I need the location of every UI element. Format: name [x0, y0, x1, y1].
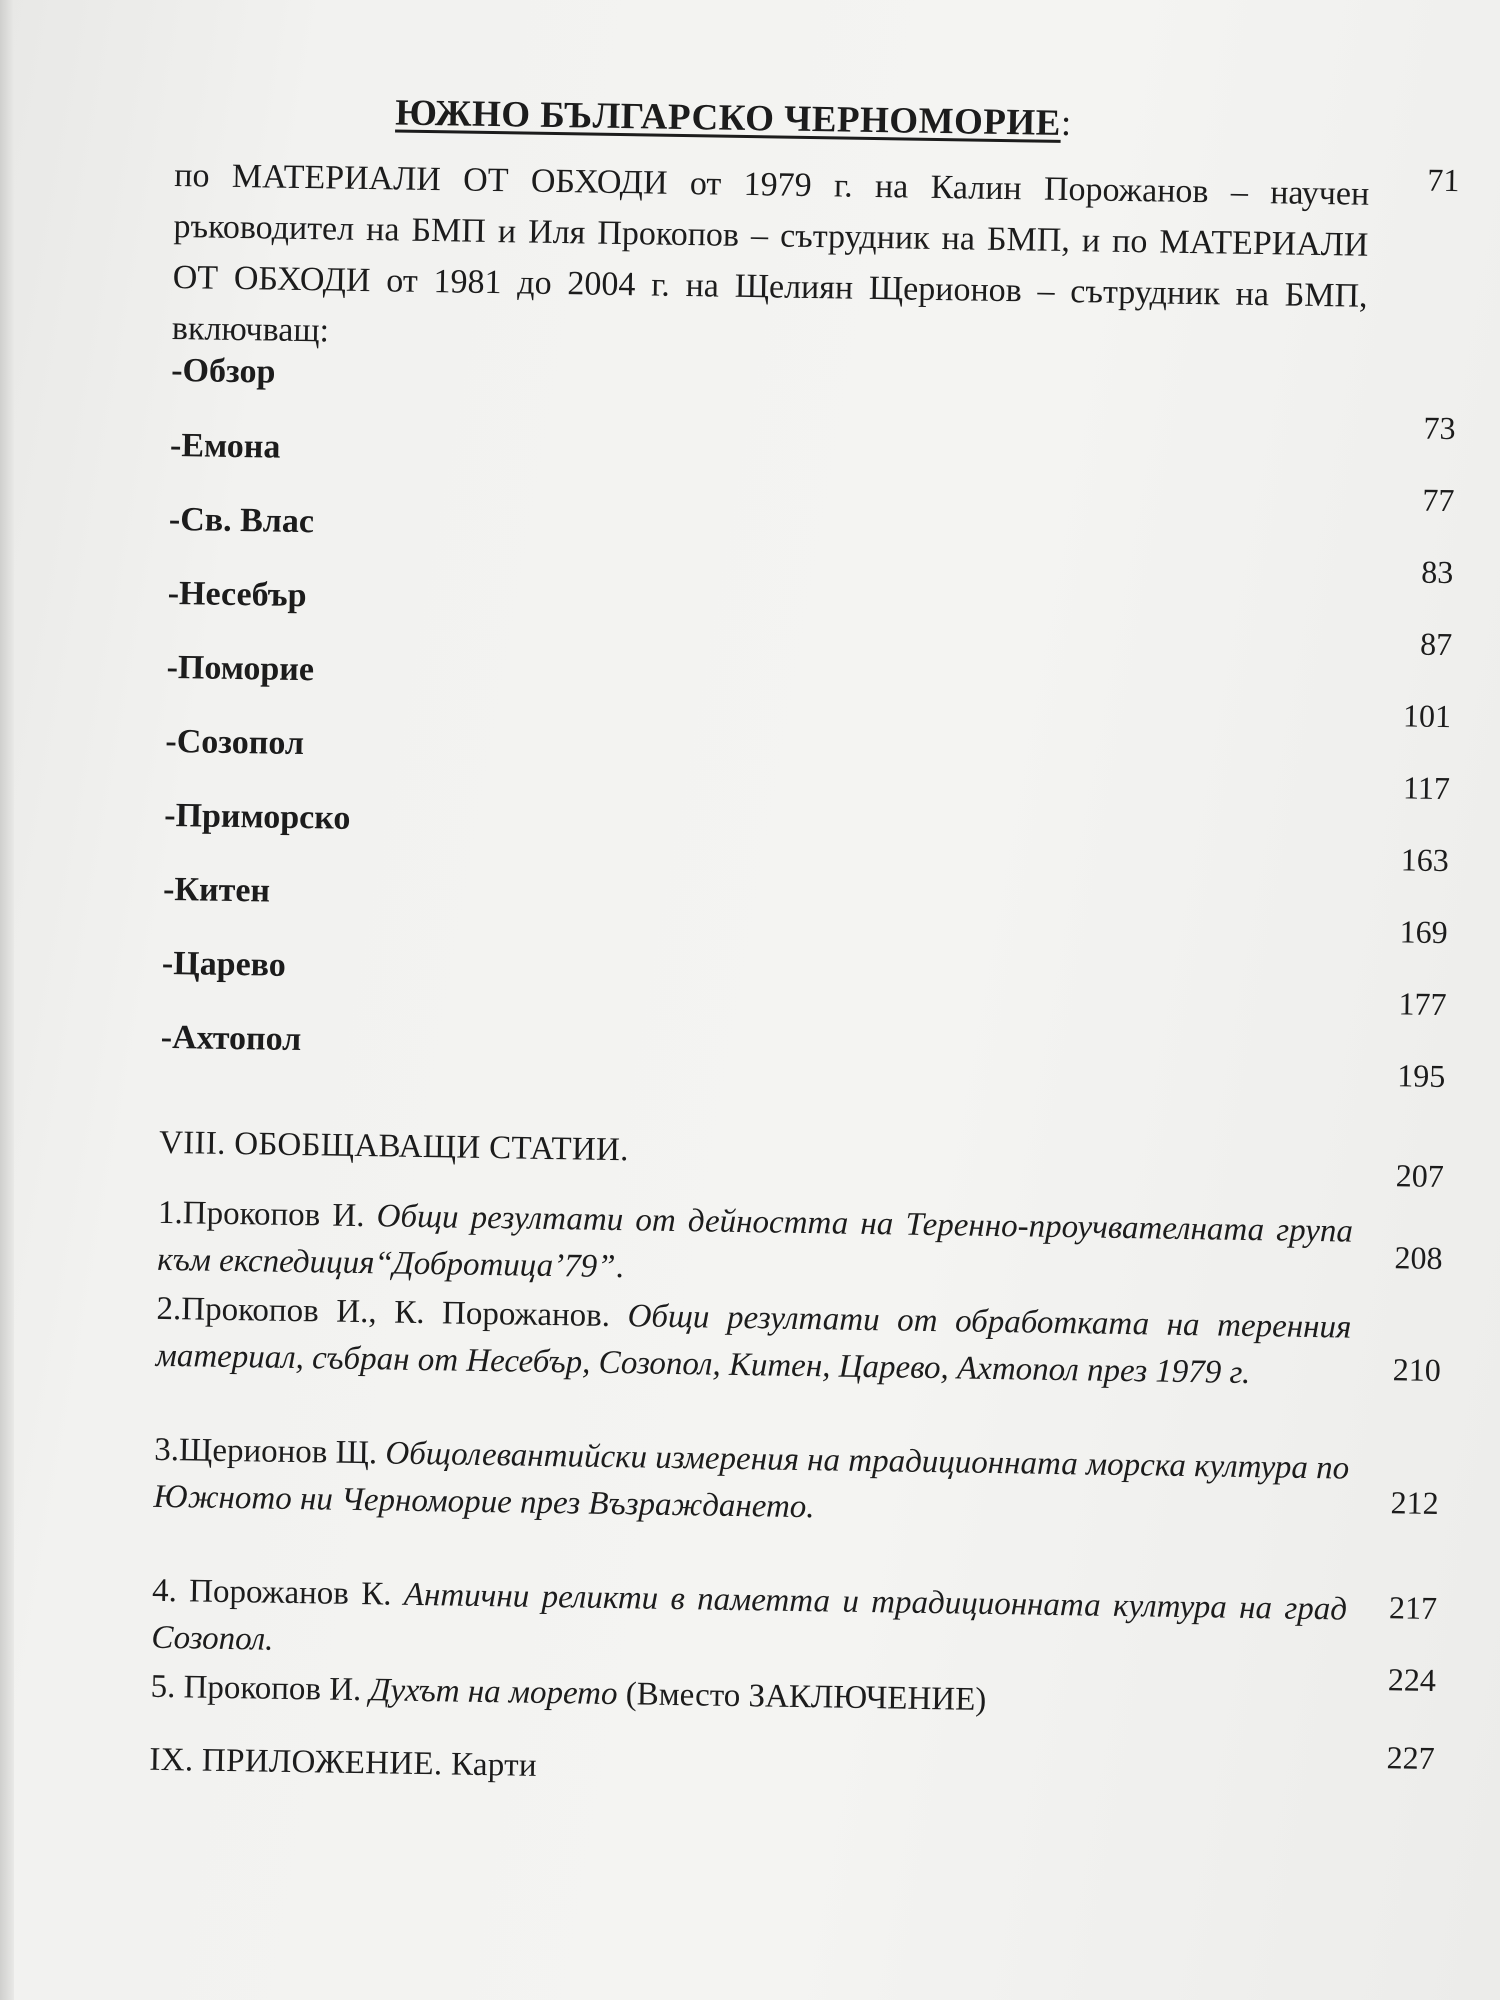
- page-number: 217: [1388, 1589, 1438, 1626]
- article-suffix: (Вместо ЗАКЛЮЧЕНИЕ): [617, 1676, 987, 1718]
- article-suffix: .: [615, 1249, 625, 1286]
- place-item: -Созопол: [165, 722, 305, 763]
- toc-page: [149, 70, 1461, 1784]
- place-item: -Китен: [162, 870, 271, 910]
- page-number: 195: [1397, 1057, 1446, 1095]
- place-item: -Несебър: [167, 574, 307, 615]
- page-number: 212: [1390, 1484, 1439, 1522]
- page-number: 77: [1422, 481, 1455, 519]
- article-author: 2.Прокопов И., К. Порожанов.: [156, 1290, 628, 1335]
- place-item: -Ахтопол: [160, 1018, 302, 1059]
- intro-paragraph: по МАТЕРИАЛИ ОТ ОБХОДИ от 1979 г. на Калин Порожанов – научен ръководител на БМП и Иля Прокопов – сътрудник на БМП, и по МАТЕРИАЛИ ОТ ОБХОДИ от 1981 до 2004 г. на Щелиян Щерионов – сътрудник на БМП, включващ:: [171, 156, 1370, 350]
- page-number: 227: [1386, 1739, 1435, 1776]
- article-entry: [151, 1568, 1347, 1681]
- article-entry: [153, 1427, 1349, 1540]
- section-title: VIII. ОБОБЩАВАЩИ СТАТИИ.: [158, 1124, 629, 1169]
- page-number: 71: [1427, 161, 1460, 199]
- section-title: IX. ПРИЛОЖЕНИЕ. Карти: [149, 1741, 538, 1784]
- page-number: 163: [1400, 841, 1450, 879]
- heading-colon: :: [1060, 102, 1072, 145]
- place-item: -Приморско: [163, 796, 351, 837]
- page-edge: [0, 0, 14, 2000]
- place-item: -Поморие: [166, 648, 315, 689]
- place-item: -Обзор: [170, 351, 276, 391]
- page-number: 83: [1420, 553, 1454, 591]
- article-author: 4. Порожанов К.: [151, 1572, 405, 1613]
- article-title: Общи резултати от дейността на Теренно-проучвателната група към експедиция“Добротица’79”: [157, 1198, 1354, 1286]
- section-heading: [395, 91, 1072, 145]
- article-author: 3.Щерионов Щ.: [154, 1431, 386, 1472]
- article-title: Духът на морето: [369, 1672, 618, 1713]
- page-number: 177: [1398, 985, 1447, 1023]
- page-number: 73: [1423, 409, 1456, 447]
- page-number: 210: [1392, 1351, 1442, 1389]
- article-author: 1.Прокопов И.: [157, 1194, 377, 1235]
- page-number: 117: [1402, 769, 1451, 807]
- article-entry: [157, 1190, 1353, 1303]
- article-title: Антични реликти в паметта и традиционната култура на град Созопол.: [151, 1576, 1348, 1658]
- article-title: Общи резултати от обработката на теренния материал, събран от Несебър, Созопол, Китен, Царево, Ахтопол през 1979 г.: [155, 1298, 1352, 1392]
- article-author: 5. Прокопов И.: [150, 1668, 370, 1709]
- heading-title: ЮЖНО БЪЛГАРСКО ЧЕРНОМОРИЕ: [395, 92, 1062, 144]
- article-entry: [155, 1286, 1351, 1399]
- page-number: 101: [1402, 697, 1452, 735]
- page-number: 87: [1419, 625, 1453, 663]
- place-item: -Емона: [169, 426, 281, 466]
- place-item: -Св. Влас: [168, 500, 315, 541]
- page-number: 207: [1395, 1157, 1445, 1195]
- page-number: 224: [1387, 1661, 1437, 1698]
- place-item: -Царево: [161, 944, 287, 984]
- page-number: 169: [1399, 913, 1448, 951]
- page-number: 208: [1394, 1239, 1443, 1277]
- article-title: Общолевантийски измерения на традиционната морска култура по Южното ни Черноморие през Възраждането.: [153, 1435, 1350, 1526]
